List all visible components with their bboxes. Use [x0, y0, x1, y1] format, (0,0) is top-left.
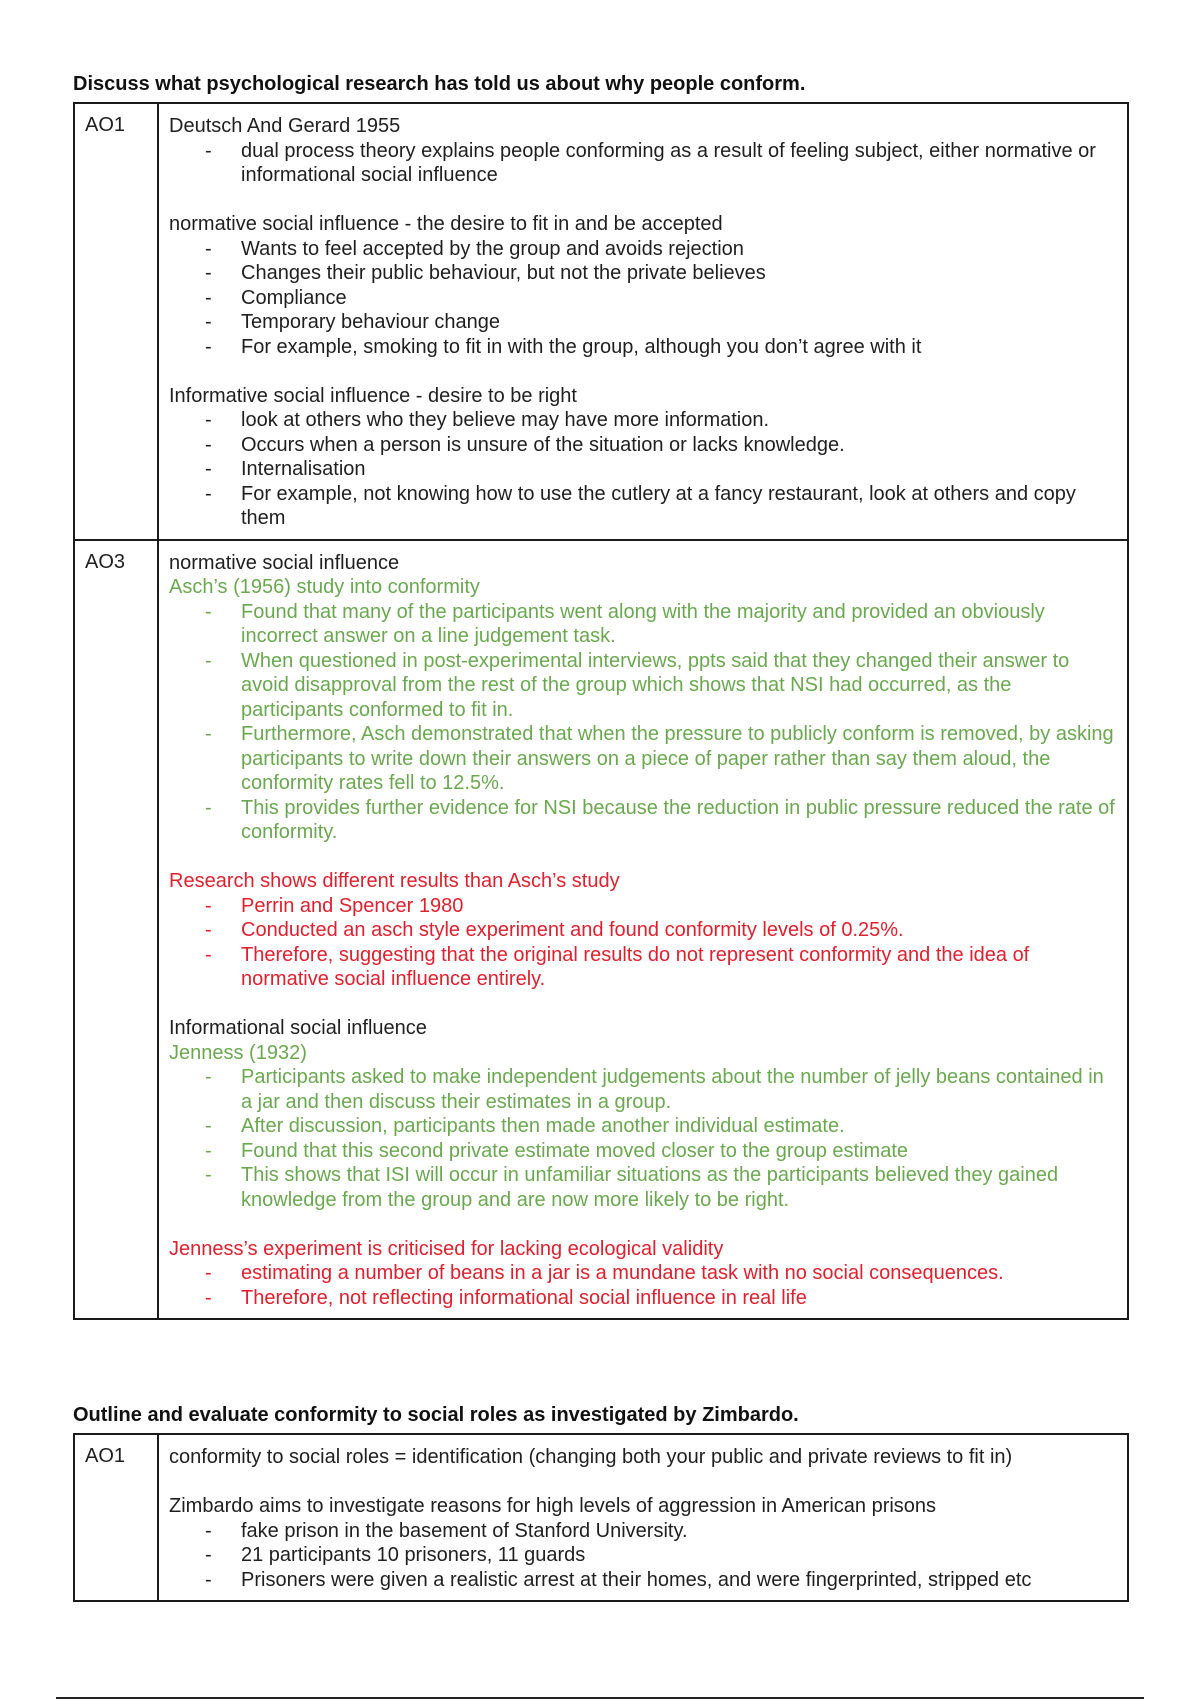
- block-heading: Jenness’s experiment is criticised for lacking ecological validity: [169, 1237, 724, 1260]
- bullet-list: [169, 237, 1117, 360]
- bullet-item: - For example, smoking to fit in with the group, although you don’t agree with it: [241, 335, 1117, 360]
- bullet-list: [169, 139, 1117, 188]
- ao1-content: [158, 1434, 1128, 1601]
- nsi-definition-block: [169, 212, 1117, 359]
- block-heading: Informational social influence: [169, 1017, 427, 1039]
- bullet-item: - This provides further evidence for NSI because the reduction in public pressure reduced the rate of conformity.: [241, 796, 1117, 845]
- bullet-item: - Found that this second private estimate moved closer to the group estimate: [241, 1139, 1117, 1164]
- bullet-item: - Changes their public behaviour, but not the private believes: [241, 261, 1117, 286]
- ao1-row: [74, 103, 1128, 540]
- block-heading: normative social influence - the desire to fit in and be accepted: [169, 213, 723, 235]
- bullet-item: - Occurs when a person is unsure of the situation or lacks knowledge.: [241, 433, 1117, 458]
- bullet-list: [169, 408, 1117, 531]
- bullet-list: [169, 894, 1117, 992]
- question-1-table: [73, 102, 1129, 1320]
- bullet-item: - When questioned in post-experimental interviews, ppts said that they changed their answer to avoid disapproval from the rest of the group which shows that NSI had occurred, as the participants conformed to fit in.: [241, 649, 1117, 723]
- jenness-study-block: [169, 1016, 1117, 1212]
- ao1-content: [158, 103, 1128, 540]
- bullet-item: - fake prison in the basement of Stanford University.: [241, 1519, 1117, 1544]
- bullet-list: [169, 1261, 1117, 1310]
- ao1-row: [74, 1434, 1128, 1601]
- block-heading: Research shows different results than Asch’s study: [169, 870, 620, 892]
- block-heading: Informative social influence - desire to be right: [169, 384, 577, 407]
- jenness-criticism-block: [169, 1237, 1117, 1311]
- bullet-item: - This shows that ISI will occur in unfamiliar situations as the participants believed they gained knowledge from the group and are now more likely to be right.: [241, 1163, 1117, 1212]
- bullet-item: - Conducted an asch style experiment and found conformity levels of 0.25%.: [241, 918, 1117, 943]
- ao1-label: AO1: [74, 1434, 158, 1601]
- asch-study-block: [169, 551, 1117, 845]
- block-heading: conformity to social roles = identification (changing both your public and private reviews to fit in): [169, 1446, 1013, 1468]
- asch-criticism-block: [169, 869, 1117, 992]
- bullet-list: [169, 1065, 1117, 1212]
- study-title: Asch’s (1956) study into conformity: [169, 576, 480, 598]
- bullet-list: [169, 600, 1117, 845]
- social-roles-block: [169, 1445, 1117, 1470]
- bullet-item: - Therefore, suggesting that the original results do not represent conformity and the idea of normative social influence entirely.: [241, 943, 1117, 992]
- bullet-item: - Temporary behaviour change: [241, 310, 1117, 335]
- zimbardo-aim-block: [169, 1494, 1117, 1592]
- bullet-item: - Internalisation: [241, 457, 1117, 482]
- bullet-item: - Furthermore, Asch demonstrated that when the pressure to publicly conform is removed, by asking participants to write down their answers on a piece of paper rather than say them aloud, the conformity rates fell to 12.5%.: [241, 722, 1117, 796]
- bullet-item: - Therefore, not reflecting informational social influence in real life: [241, 1286, 1117, 1311]
- bullet-item: - Found that many of the participants went along with the majority and provided an obviously incorrect answer on a line judgement task.: [241, 600, 1117, 649]
- deutsch-gerard-block: [169, 114, 1117, 188]
- bullet-item: - Participants asked to make independent judgements about the number of jelly beans contained in a jar and then discuss their estimates in a group.: [241, 1065, 1117, 1114]
- ao3-row: [74, 540, 1128, 1320]
- bullet-item: - Wants to feel accepted by the group and avoids rejection: [241, 237, 1117, 262]
- block-heading: Deutsch And Gerard 1955: [169, 115, 401, 137]
- ao3-content: [158, 540, 1128, 1320]
- question-2-title: Outline and evaluate conformity to social roles as investigated by Zimbardo.: [73, 1404, 799, 1426]
- bullet-item: - estimating a number of beans in a jar is a mundane task with no social consequences.: [241, 1261, 1117, 1286]
- bullet-item: - For example, not knowing how to use the cutlery at a fancy restaurant, look at others and copy them: [241, 482, 1117, 531]
- bullet-item: - look at others who they believe may have more information.: [241, 408, 1117, 433]
- question-1-title: Discuss what psychological research has told us about why people conform.: [73, 73, 806, 95]
- question-2-table: [73, 1433, 1129, 1602]
- block-heading: normative social influence: [169, 551, 400, 574]
- page-bottom-rule: [56, 1697, 1144, 1699]
- bullet-item: - Compliance: [241, 286, 1117, 311]
- bullet-item: - Prisoners were given a realistic arrest at their homes, and were fingerprinted, stripped etc: [241, 1568, 1117, 1593]
- study-title: Jenness (1932): [169, 1041, 307, 1064]
- bullet-item: - Perrin and Spencer 1980: [241, 894, 1117, 919]
- ao3-label: AO3: [74, 540, 158, 1320]
- block-heading: Zimbardo aims to investigate reasons for high levels of aggression in American prisons: [169, 1495, 937, 1517]
- ao1-label: AO1: [74, 103, 158, 540]
- bullet-item: - After discussion, participants then made another individual estimate.: [241, 1114, 1117, 1139]
- bullet-item: - 21 participants 10 prisoners, 11 guards: [241, 1543, 1117, 1568]
- bullet-list: [169, 1519, 1117, 1593]
- isi-definition-block: [169, 384, 1117, 531]
- bullet-item: - dual process theory explains people conforming as a result of feeling subject, either normative or informational social influence: [241, 139, 1117, 188]
